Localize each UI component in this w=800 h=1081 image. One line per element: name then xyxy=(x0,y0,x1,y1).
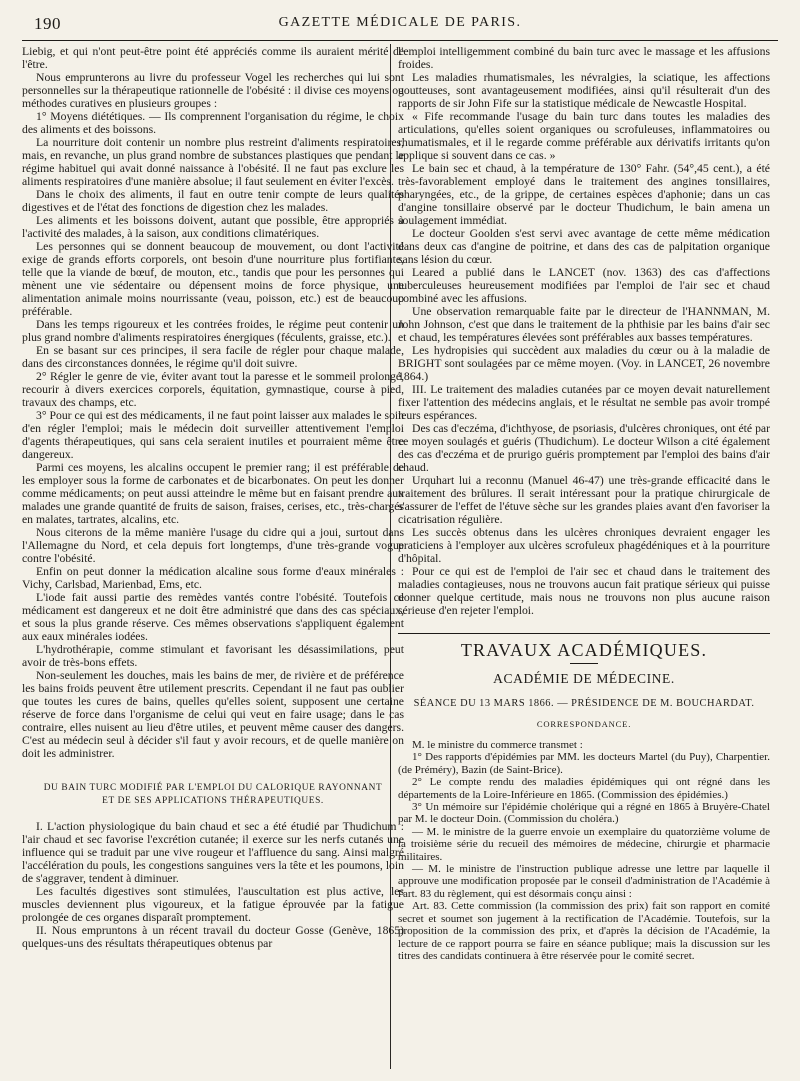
correspondance-label: CORRESPONDANCE. xyxy=(536,719,632,729)
paragraph: — M. le ministre de l'instruction publique adresse une lettre par laquelle il approuve une modification proposée par le conseil d'administration de l'Académie à l'art. 83 du règlement, qui est désormais conçu ainsi : xyxy=(398,863,770,900)
paragraph: — M. le ministre de la guerre envoie un exemplaire du quatorzième volume de la troisième série du recueil des mémoires de médecine, chirurgie et pharmacie militaires. xyxy=(398,825,770,863)
paragraph: Parmi ces moyens, les alcalins occupent le premier rang; il est préférable de les employer sous la forme de carbonates et de bicarbonates. On peut les donner comme médicaments; on peut aussi atteindre le même but en faisant prendre aux malades une grande quantité de fruits de saison, fraises, cerises, etc., très-chargés en malates, tartrates, alcalins, etc. xyxy=(22,461,404,526)
title-underline xyxy=(570,663,598,664)
paragraph: En se basant sur ces principes, il sera facile de régler pour chaque malade, dans des circonstances données, le régime qu'il doit suivre. xyxy=(22,344,404,370)
paragraph: Nous citerons de la même manière l'usage du cidre qui a joui, surtout dans l'Allemagne du Nord, et cela depuis fort longtemps, d'une très-grande vogue contre l'obésité. xyxy=(22,526,404,565)
section-heading xyxy=(22,782,404,808)
paragraph: M. le ministre du commerce transmet : xyxy=(412,739,583,751)
right-column xyxy=(398,45,770,962)
paragraph: Non-seulement les douches, mais les bains de mer, de rivière et de préférence les bains froids peuvent être utilement prescrits. Cependant il ne faut pas oublier que toutes les cures de bains, quelles qu'elles soient, supposent une certaine réserve de force dans l'organisme de celui qui veut en faire usage; dans le cas contraire, elles nuisent au lieu d'être utiles, et peuvent même causer des dangers. C'est au médecin seul à décider s'il faut y avoir recours, et de quelle manière on doit les administrer. xyxy=(22,669,404,760)
section-rule xyxy=(398,633,770,634)
paragraph: Dans le choix des aliments, il faut en outre tenir compte de leurs qualités digestives et de l'état des fonctions de digestion chez les malades. xyxy=(22,188,404,214)
left-column xyxy=(22,45,404,950)
journal-title: GAZETTE MÉDICALE DE PARIS. xyxy=(278,15,522,30)
paragraph: 1° Moyens diététiques. — Ils comprennent l'organisation du régime, le choix des aliments et des boissons. xyxy=(22,110,404,136)
paragraph: Liebig, et qui n'ont peut-être point été appréciés comme ils auraient mérité de l'être. xyxy=(22,45,404,71)
paragraph: L'hydrothérapie, comme stimulant et favorisant les désassimilations, peut avoir de très-bons effets. xyxy=(22,643,404,669)
header-rule xyxy=(22,40,778,41)
page-number: 190 xyxy=(34,14,61,33)
section-heading-line: ET DE SES APPLICATIONS THÉRAPEUTIQUES. xyxy=(102,796,324,806)
paragraph: Nous emprunterons au livre du professeur Vogel les recherches qui lui sont personnelles sur la thérapeutique rationnelle de l'obésité : il divise ces moyens ou méthodes curatives en plusieurs groupes : xyxy=(22,71,404,110)
paragraph: II. Nous empruntons à un récent travail du docteur Gosse (Genève, 1865) quelques-uns des résultats thérapeutiques obtenus par xyxy=(22,924,404,950)
paragraph: Urquhart lui a reconnu (Manuel 46-47) une très-grande efficacité dans le traitement des brûlures. Il serait intéressant pour la pratique chirurgicale de s'assurer de l'effet de l'étuve sèche sur les grandes plaies avant d'en favoriser la cicatrisation régulière. xyxy=(398,474,770,526)
section-title: TRAVAUX ACADÉMIQUES. xyxy=(460,640,708,660)
paragraph: Les succès obtenus dans les ulcères chroniques devraient engager les praticiens à l'employer aux ulcères scrofuleux phagédéniques et à la pourriture d'hôpital. xyxy=(398,526,770,565)
paragraph: Enfin on peut donner la médication alcaline sous forme d'eaux minérales : Vichy, Carlsbad, Marienbad, Ems, etc. xyxy=(22,565,404,591)
paragraph: L'iode fait aussi partie des remèdes vantés contre l'obésité. Toutefois ce médicament est dangereux et ne doit être administré que dans des cas spéciaux, et sous la plus grande réserve. Ces mêmes observations s'appliquent également aux eaux minérales iodées. xyxy=(22,591,404,643)
paragraph: 2° Le compte rendu des maladies épidémiques qui ont régné dans les départements de la Loire-Inférieure en 1865. (Commission des épidémies.) xyxy=(398,776,770,801)
paragraph: La nourriture doit contenir un nombre plus restreint d'aliments respiratoires, mais, en revanche, un plus grand nombre de substances plastiques que pendant le régime habituel qui avait donné naissance à l'obésité. Il ne faut pas exclure les aliments respiratoires d'une manière absolue; il faut seulement en éviter l'excès. xyxy=(22,136,404,188)
paragraph: Les aliments et les boissons doivent, autant que possible, être appropriés à l'activité des malades, à la saison, aux conditions climatériques. xyxy=(22,214,404,240)
paragraph: Le bain sec et chaud, à la température de 130° Fahr. (54°,45 cent.), a été très-favorablement employé dans le traitement des angines tonsillaires, pharyngées, etc., de la grippe, de certaines espèces d'aphonie; dans un cas d'angine tonsillaire observé par le docteur Thudichum, le bain amena un soulagement immédiat. xyxy=(398,162,770,227)
paragraph: Leared a publié dans le LANCET (nov. 1363) des cas d'affections tuberculeuses heureusement modifiées par l'emploi de l'air sec et chaud combiné avec les affusions. xyxy=(398,266,770,305)
paragraph: Le docteur Goolden s'est servi avec avantage de cette même médication dans deux cas d'angine de poitrine, et dans des cas de palpitation organique sans lésion du cœur. xyxy=(398,227,770,266)
session-line: SÉANCE DU 13 MARS 1866. — PRÉSIDENCE DE M. BOUCHARDAT. xyxy=(413,698,755,709)
paragraph: Les personnes qui se donnent beaucoup de mouvement, ou dont l'activité exige de grands efforts corporels, ont besoin d'une nourriture plus fortifiante, telle que la viande de bœuf, de mouton, etc., tandis que pour les personnes qui mènent une vie sédentaire ou dépensent moins de force physique, une alimentation animale moins nourrissante (veau, poisson, etc.) est de beaucoup préférable. xyxy=(22,240,404,318)
paragraph: III. Le traitement des maladies cutanées par ce moyen devait naturellement fixer l'attention des médecins anglais, et le résultat ne semble pas avoir trompé leurs espérances. xyxy=(398,383,770,422)
paragraph: « Fife recommande l'usage du bain turc dans toutes les maladies des articulations, qu'elles soient organiques ou scrofuleuses, inflammatoires ou rhumatismales, et il le regarde comme préférable aux dérivatifs irritants qu'on applique si souvent dans ce cas. » xyxy=(398,110,770,162)
paragraph: Les facultés digestives sont stimulées, l'auscultation est plus active, les muscles deviennent plus vigoureux, et la fatigue éprouvée par la fatigue prolongée de ces organes disparaît promptement. xyxy=(22,885,404,924)
paragraph: Dans les temps rigoureux et les contrées froides, le régime peut contenir un plus grand nombre d'aliments respiratoires énergiques (féculents, graisse, etc.). xyxy=(22,318,404,344)
paragraph: Une observation remarquable faite par le directeur de l'HANNMAN, M. John Johnson, c'est que dans le traitement de la phthisie par les bains d'air sec et chaud, les températures élevées sont préférables aux basses températures. xyxy=(398,305,770,344)
paragraph: Des cas d'eczéma, d'ichthyose, de psoriasis, d'ulcères chroniques, ont été par ce moyen soulagés et guéris (Thudichum). Le docteur Wilson a cité également des cas d'eczéma et de prurigo guéris promptement par l'emploi des bains d'air chaud. xyxy=(398,422,770,474)
paragraph: 3° Un mémoire sur l'épidémie cholérique qui a régné en 1865 à Bruyère-Chatel par M. le docteur Doin. (Commission du choléra.) xyxy=(398,801,770,826)
academy-name: ACADÉMIE DE MÉDECINE. xyxy=(493,671,675,686)
paragraph: l'emploi intelligemment combiné du bain turc avec le massage et les affusions froides. xyxy=(398,45,770,71)
paragraph: 2° Régler le genre de vie, éviter avant tout la paresse et le sommeil prolongé, recourir à divers exercices corporels, équitation, gymnastique, course à pied, travaux des champs, etc. xyxy=(22,370,404,409)
section-heading-line: DU BAIN TURC MODIFIÉ PAR L'EMPLOI DU CALORIQUE RAYONNANT xyxy=(43,783,383,793)
paragraph: Les maladies rhumatismales, les névralgies, la sciatique, les affections goutteuses, sont avantageusement modifiées, ainsi qu'il résulterait d'un des rapports de sir John Fife sur la statistique médicale de Newcastle Hospital. xyxy=(398,71,770,110)
paragraph: I. L'action physiologique du bain chaud et sec a été étudié par Thudichum : l'air chaud et sec favorise l'excrétion cutanée; il exerce sur les nerfs cutanés une influence qui se traduit par une vive rougeur et l'affluence du sang. Ainsi malgré l'accélération du pouls, les congestions sanguines vers la tête et les poumons, loin de s'aggraver, tendent à diminuer. xyxy=(22,820,404,885)
paragraph: Pour ce qui est de l'emploi de l'air sec et chaud dans le traitement des maladies contagieuses, nous ne trouvons aucun fait pratique sérieux qui puisse donner quelque certitude, mais nous ne trouvons non plus aucune raison sérieuse d'en rejeter l'emploi. xyxy=(398,565,770,617)
paragraph: 3° Pour ce qui est des médicaments, il ne faut point laisser aux malades le soin d'en régler l'emploi; mais le médecin doit surveiller attentivement l'emploi d'agents thérapeutiques, qui sans cela seraient inutiles et pourraient même être dangereux. xyxy=(22,409,404,461)
page-header xyxy=(22,10,778,40)
paragraph: Art. 83. Cette commission (la commission des prix) fait son rapport en comité secret et soumet son jugement à la rectification de l'Académie. Toutefois, sur la proposition de la commission des prix, et d'après la décision de l'Académie, la lecture de ce rapport pourra se faire en séance publique; mais la discussion sur les titres des candidats continuera à être réservée pour le comité secret. xyxy=(398,900,770,962)
paragraph: Les hydropisies qui succèdent aux maladies du cœur ou à la maladie de BRIGHT sont soulagées par ce même moyen. (Voy. in LANCET, 26 novembre 1864.) xyxy=(398,344,770,383)
paragraph: 1° Des rapports d'épidémies par MM. les docteurs Martel (du Puy), Charpentier. (de Préméry), Bazin (de Saint-Brice). xyxy=(398,751,770,776)
